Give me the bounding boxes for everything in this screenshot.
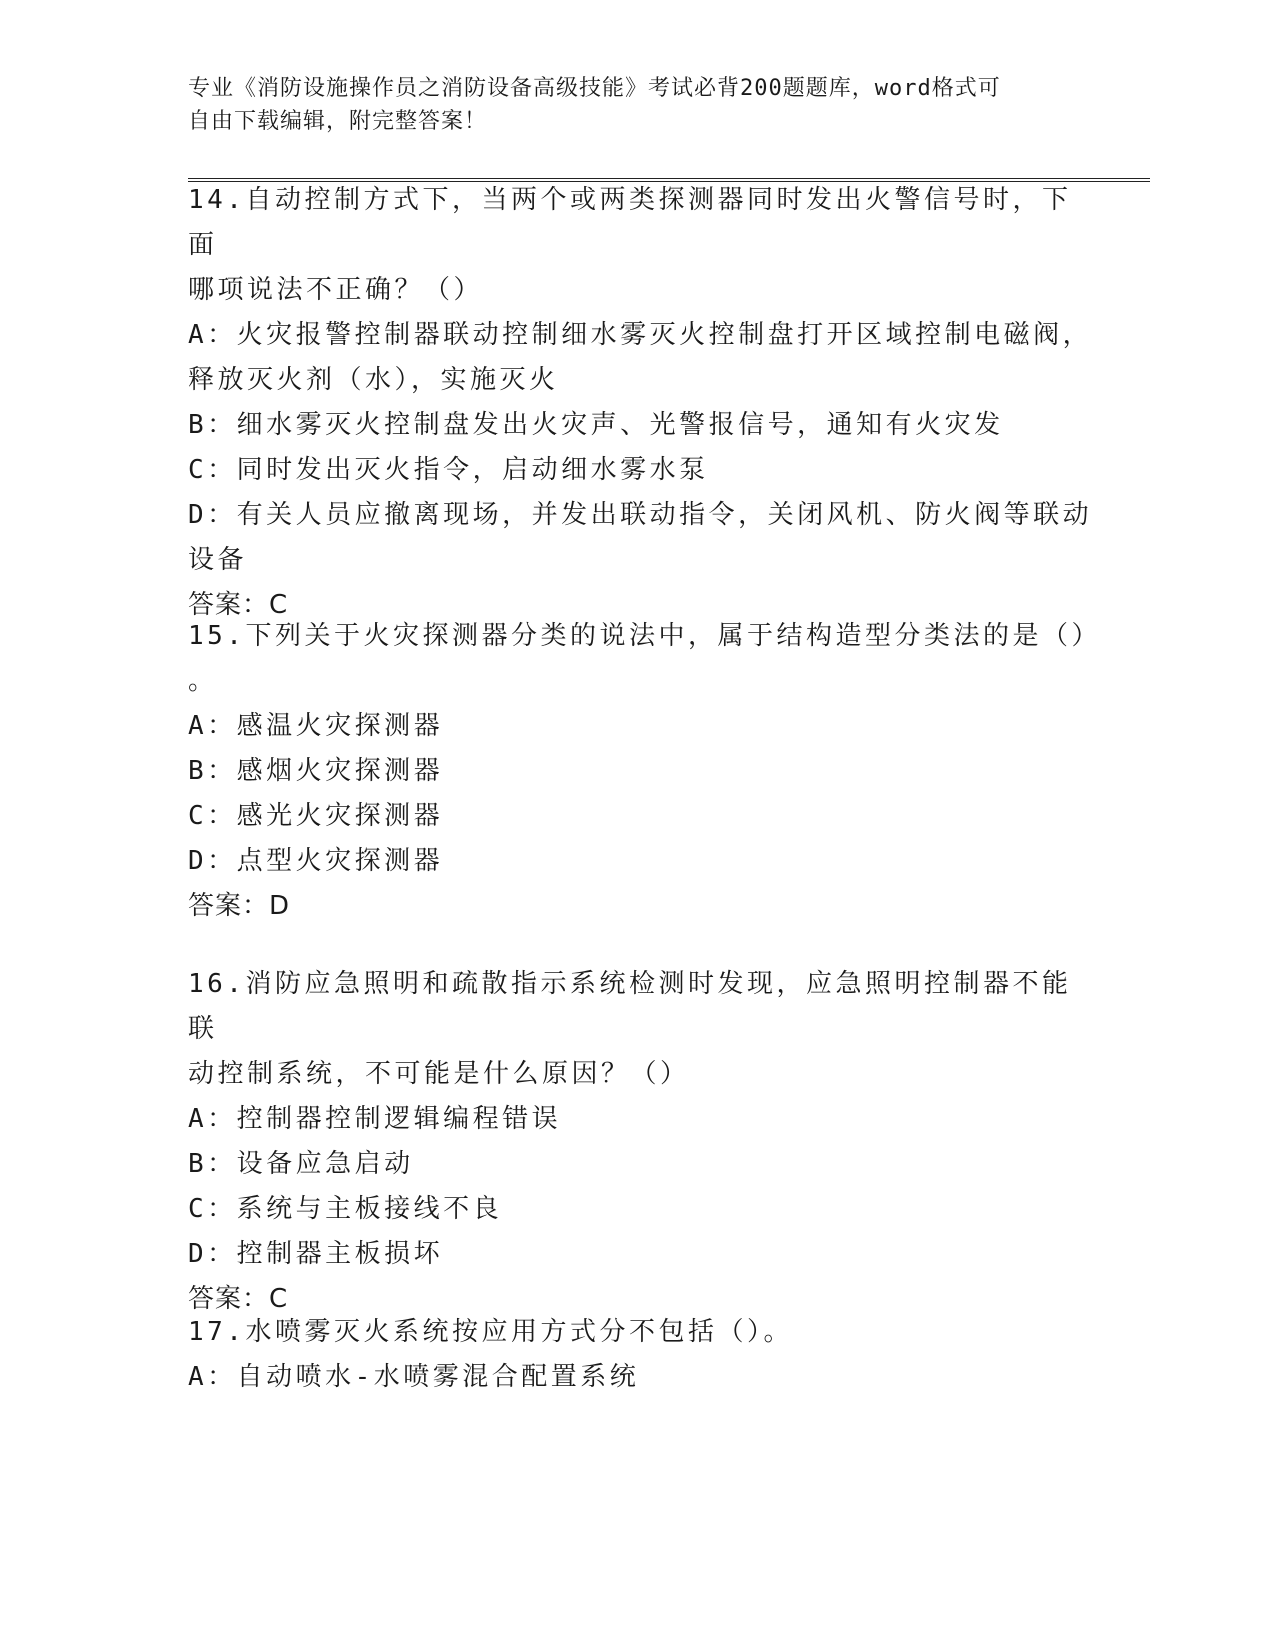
document-header [188,72,1088,138]
option-a: A：自动喷水-水喷雾混合配置系统 [188,1362,640,1392]
question-stem-continued: 。 [188,666,218,696]
question-stem-continued: 哪项说法不正确？（） [188,275,484,305]
option-b: B：设备应急启动 [188,1149,414,1179]
question-16 [188,962,1088,1322]
question-15 [188,614,1101,929]
option-b: B：感烟火灾探测器 [188,756,444,786]
answer: 答案：D [188,891,291,921]
option-d: D：有关人员应撤离现场，并发出联动指令，关闭风机、防火阀等联动 [188,500,1093,530]
question-stem: 16.消防应急照明和疏散指示系统检测时发现，应急照明控制器不能联 [188,969,1072,1044]
option-a: A：感温火灾探测器 [188,711,444,741]
question-stem-continued: 动控制系统，不可能是什么原因？（） [188,1059,690,1089]
answer: 答案：C [188,590,289,620]
option-c: C：系统与主板接线不良 [188,1194,503,1224]
question-17 [188,1310,1088,1400]
header-line-2: 自由下载编辑，附完整答案！ [188,109,488,134]
option-c: C：感光火灾探测器 [188,801,444,831]
option-a: A：控制器控制逻辑编程错误 [188,1104,562,1134]
question-stem: 14.自动控制方式下，当两个或两类探测器同时发出火警信号时，下面 [188,185,1072,260]
option-d: D：点型火灾探测器 [188,846,444,876]
answer: 答案：C [188,1284,289,1314]
question-stem: 15.下列关于火灾探测器分类的说法中，属于结构造型分类法的是（） [188,621,1101,651]
option-a-continued: 释放灭火剂（水），实施灭火 [188,365,559,395]
option-d-continued: 设备 [188,545,248,575]
question-14 [188,178,1093,628]
question-stem: 17.水喷雾灭火系统按应用方式分不包括（）。 [188,1317,793,1347]
option-d: D：控制器主板损坏 [188,1239,444,1269]
option-a: A：火灾报警控制器联动控制细水雾灭火控制盘打开区域控制电磁阀， [188,320,1093,350]
option-b: B：细水雾灭火控制盘发出火灾声、光警报信号，通知有火灾发 [188,410,1004,440]
option-c: C：同时发出灭火指令，启动细水雾水泵 [188,455,709,485]
header-line-1: 专业《消防设施操作员之消防设备高级技能》考试必背200题题库，word格式可 [188,76,1001,101]
